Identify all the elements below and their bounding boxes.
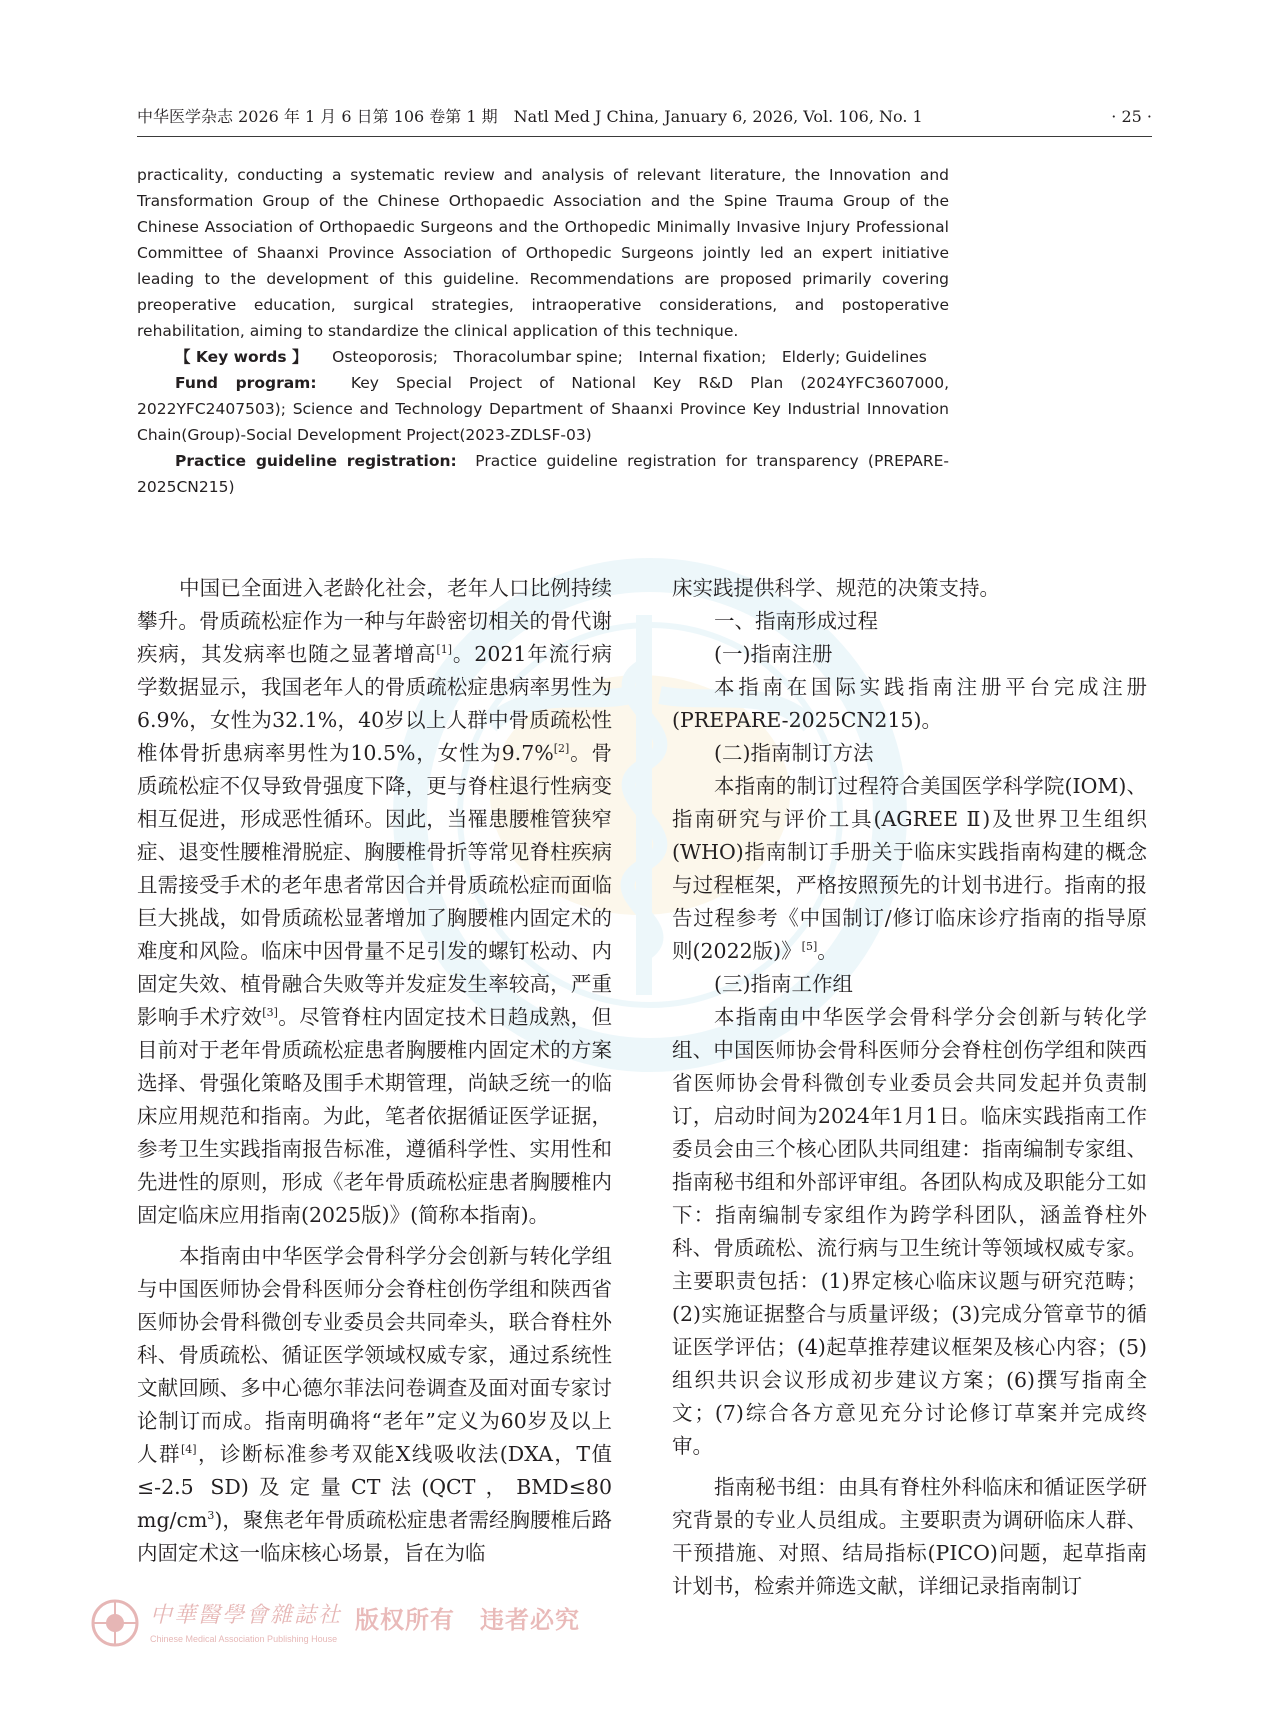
intro-paragraph-1: 中国已全面进入老龄化社会，老年人口比例持续攀升。骨质疏松症作为一种与年龄密切相关的骨代谢疾病，其发病率也随之显著增高[1]。2021年流行病学数据显示，我国老年人的骨质疏松症患病率男性为6.9%，女性为32.1%，40岁以上人群中骨质疏松性椎体骨折患病率男性为10.5%，女性为9.7%[2]。骨质疏松症不仅导致骨强度下降，更与脊柱退行性病变相互促进，形成恶性循环。因此，当罹患腰椎管狭窄症、退变性腰椎滑脱症、胸腰椎骨折等常见脊柱疾病且需接受手术的老年患者常因合并骨质疏松症而面临巨大挑战，如骨质疏松显著增加了胸腰椎内固定术的难度和风险。临床中因骨量不足引发的螺钉松动、内固定失效、植骨融合失败等并发症发生率较高，严重影响手术疗效[3]。尽管脊柱内固定技术日趋成熟，但目前对于老年骨质疏松症患者胸腰椎内固定术的方案选择、骨强化策略及围手术期管理，尚缺乏统一的临床应用规范和指南。为此，笔者依据循证医学证据，参考卫生实践指南报告标准，遵循科学性、实用性和先进性的原则，形成《老年骨质疏松症患者胸腰椎内固定临床应用指南(2025版)》(简称本指南)。 [137, 576, 613, 1227]
publisher-watermark [90, 1592, 590, 1662]
publisher-logo-icon [90, 1598, 140, 1648]
keywords-label: 【 Key words 】 [175, 348, 308, 366]
header-rule [137, 136, 1152, 137]
registration-label: Practice guideline registration: [175, 452, 457, 470]
citation-3: [3] [262, 1006, 278, 1020]
journal-citation: 中华医学杂志 2026 年 1 月 6 日第 106 卷第 1 期 Natl Med J China, January 6, 2026, Vol. 106, No. 1 [137, 107, 923, 126]
citation-4: [4] [180, 1443, 197, 1457]
intro-paragraph-2: 本指南由中华医学会骨科学分会创新与转化学组与中国医师协会骨科医师分会脊柱创伤学组和陕西省医师协会骨科微创专业委员会共同牵头，联合脊柱外科、骨质疏松、循证医学领域权威专家，通过系统性文献回顾、多中心德尔菲法问卷调查及面对面专家讨论制订而成。指南明确将“老年”定义为60岁及以上人群[4]，诊断标准参考双能X线吸收法(DXA，T值≤-2.5 SD)及定量CT法(QCT，BMD≤80 $mg/cm^3$)，聚焦老年骨质疏松症患者需经胸腰椎后路内固定术这一临床核心场景，旨在为临 [137, 1244, 612, 1565]
fund-label: Fund program: [175, 374, 317, 392]
publisher-name-en: Chinese Medical Association Publishing House [150, 1634, 338, 1644]
subsection-heading-workgroup: (三)指南工作组 [714, 972, 853, 996]
keywords-text: Osteoporosis; Thoracolumbar spine; Internal fixation; Elderly; Guidelines [332, 348, 927, 366]
left-column [137, 572, 612, 1570]
page-number: · 25 · [1111, 107, 1152, 126]
right-column [672, 572, 1147, 1603]
english-abstract [137, 162, 949, 500]
workgroup-paragraph: 本指南由中华医学会骨科学分会创新与转化学组、中国医师协会骨科医师分会脊柱创伤学组和陕西省医师协会骨科微创专业委员会共同发起并负责制订，启动时间为2024年1月1日。临床实践指南工作委员会由三个核心团队共同组建：指南编制专家组、指南秘书组和外部评审组。各团队构成及职能分工如下：指南编制专家组作为跨学科团队，涵盖脊柱外科、骨质疏松、流行病与卫生统计等领域权威专家。主要职责包括：(1)界定核心临床议题与研究范畴；(2)实施证据整合与质量评级；(3)完成分管章节的循证医学评估；(4)起草推荐建议框架及核心内容；(5)组织共识会议形成初步建议方案；(6)撰写指南全文；(7)综合各方意见充分讨论修订草案并完成终审。 [672, 1005, 1147, 1458]
fund-text: Key Special Project of National Key R&D Plan (2024YFC3607000, 2022YFC2407503); Science and Technology Department of Shaanxi Province Key Industrial Innovation Chain(Group)-Social Development Project(2023-ZDLSF-03) [137, 374, 949, 444]
registration-paragraph: 本指南在国际实践指南注册平台完成注册(PREPARE-2025CN215)。 [672, 675, 1147, 732]
running-header [137, 104, 1152, 130]
superscript-3: 3 [207, 1509, 215, 1523]
fund-line [137, 370, 949, 448]
citation-5: [5] [801, 940, 818, 954]
citation-1: [1] [436, 643, 453, 657]
secretariat-paragraph: 指南秘书组：由具有脊柱外科临床和循证医学研究背景的专业人员组成。主要职责为调研临床人群、干预措施、对照、结局指标(PICO)问题，起草指南计划书，检索并筛选文献，详细记录指南制订 [672, 1475, 1147, 1598]
registration-text: Practice guideline registration for transparency (PREPARE-2025CN215) [137, 452, 949, 496]
keywords-line [137, 344, 949, 370]
section-heading-1: 一、指南形成过程 [714, 609, 878, 633]
citation-2: [2] [553, 742, 570, 756]
subsection-heading-registration: (一)指南注册 [714, 642, 833, 666]
registration-line [137, 448, 949, 500]
copyright-slogan: 版权所有 违者必究 [355, 1605, 580, 1634]
abstract-body: practicality, conducting a systematic review and analysis of relevant literature, the Innovation and Transformation Group of the Chinese Orthopaedic Association and the Spine Trauma Group of the Chinese Association of Orthopaedic Surgeons and the Orthopedic Minimally Invasive Injury Professional Committee of Shaanxi Province Association of Orthopedic Surgeons jointly led an expert initiative leading to the development of this guideline. Recommendations are proposed primarily covering preoperative education, surgical strategies, intraoperative considerations, and postoperative rehabilitation, aiming to standardize the clinical application of this technique. [137, 166, 949, 340]
method-paragraph: 本指南的制订过程符合美国医学科学院(IOM)、指南研究与评价工具(AGREE Ⅱ)及世界卫生组织(WHO)指南制订手册关于临床实践指南构建的概念与过程框架，严格按照预先的计划书进行。指南的报告过程参考《中国制订/修订临床诊疗指南的指导原则(2022版)》[5]。 [672, 774, 1147, 963]
publisher-name-cn: 中華醫學會雜誌社 [150, 1603, 343, 1628]
continued-paragraph: 床实践提供科学、规范的决策支持。 [672, 576, 1000, 600]
subsection-heading-method: (二)指南制订方法 [714, 741, 874, 765]
